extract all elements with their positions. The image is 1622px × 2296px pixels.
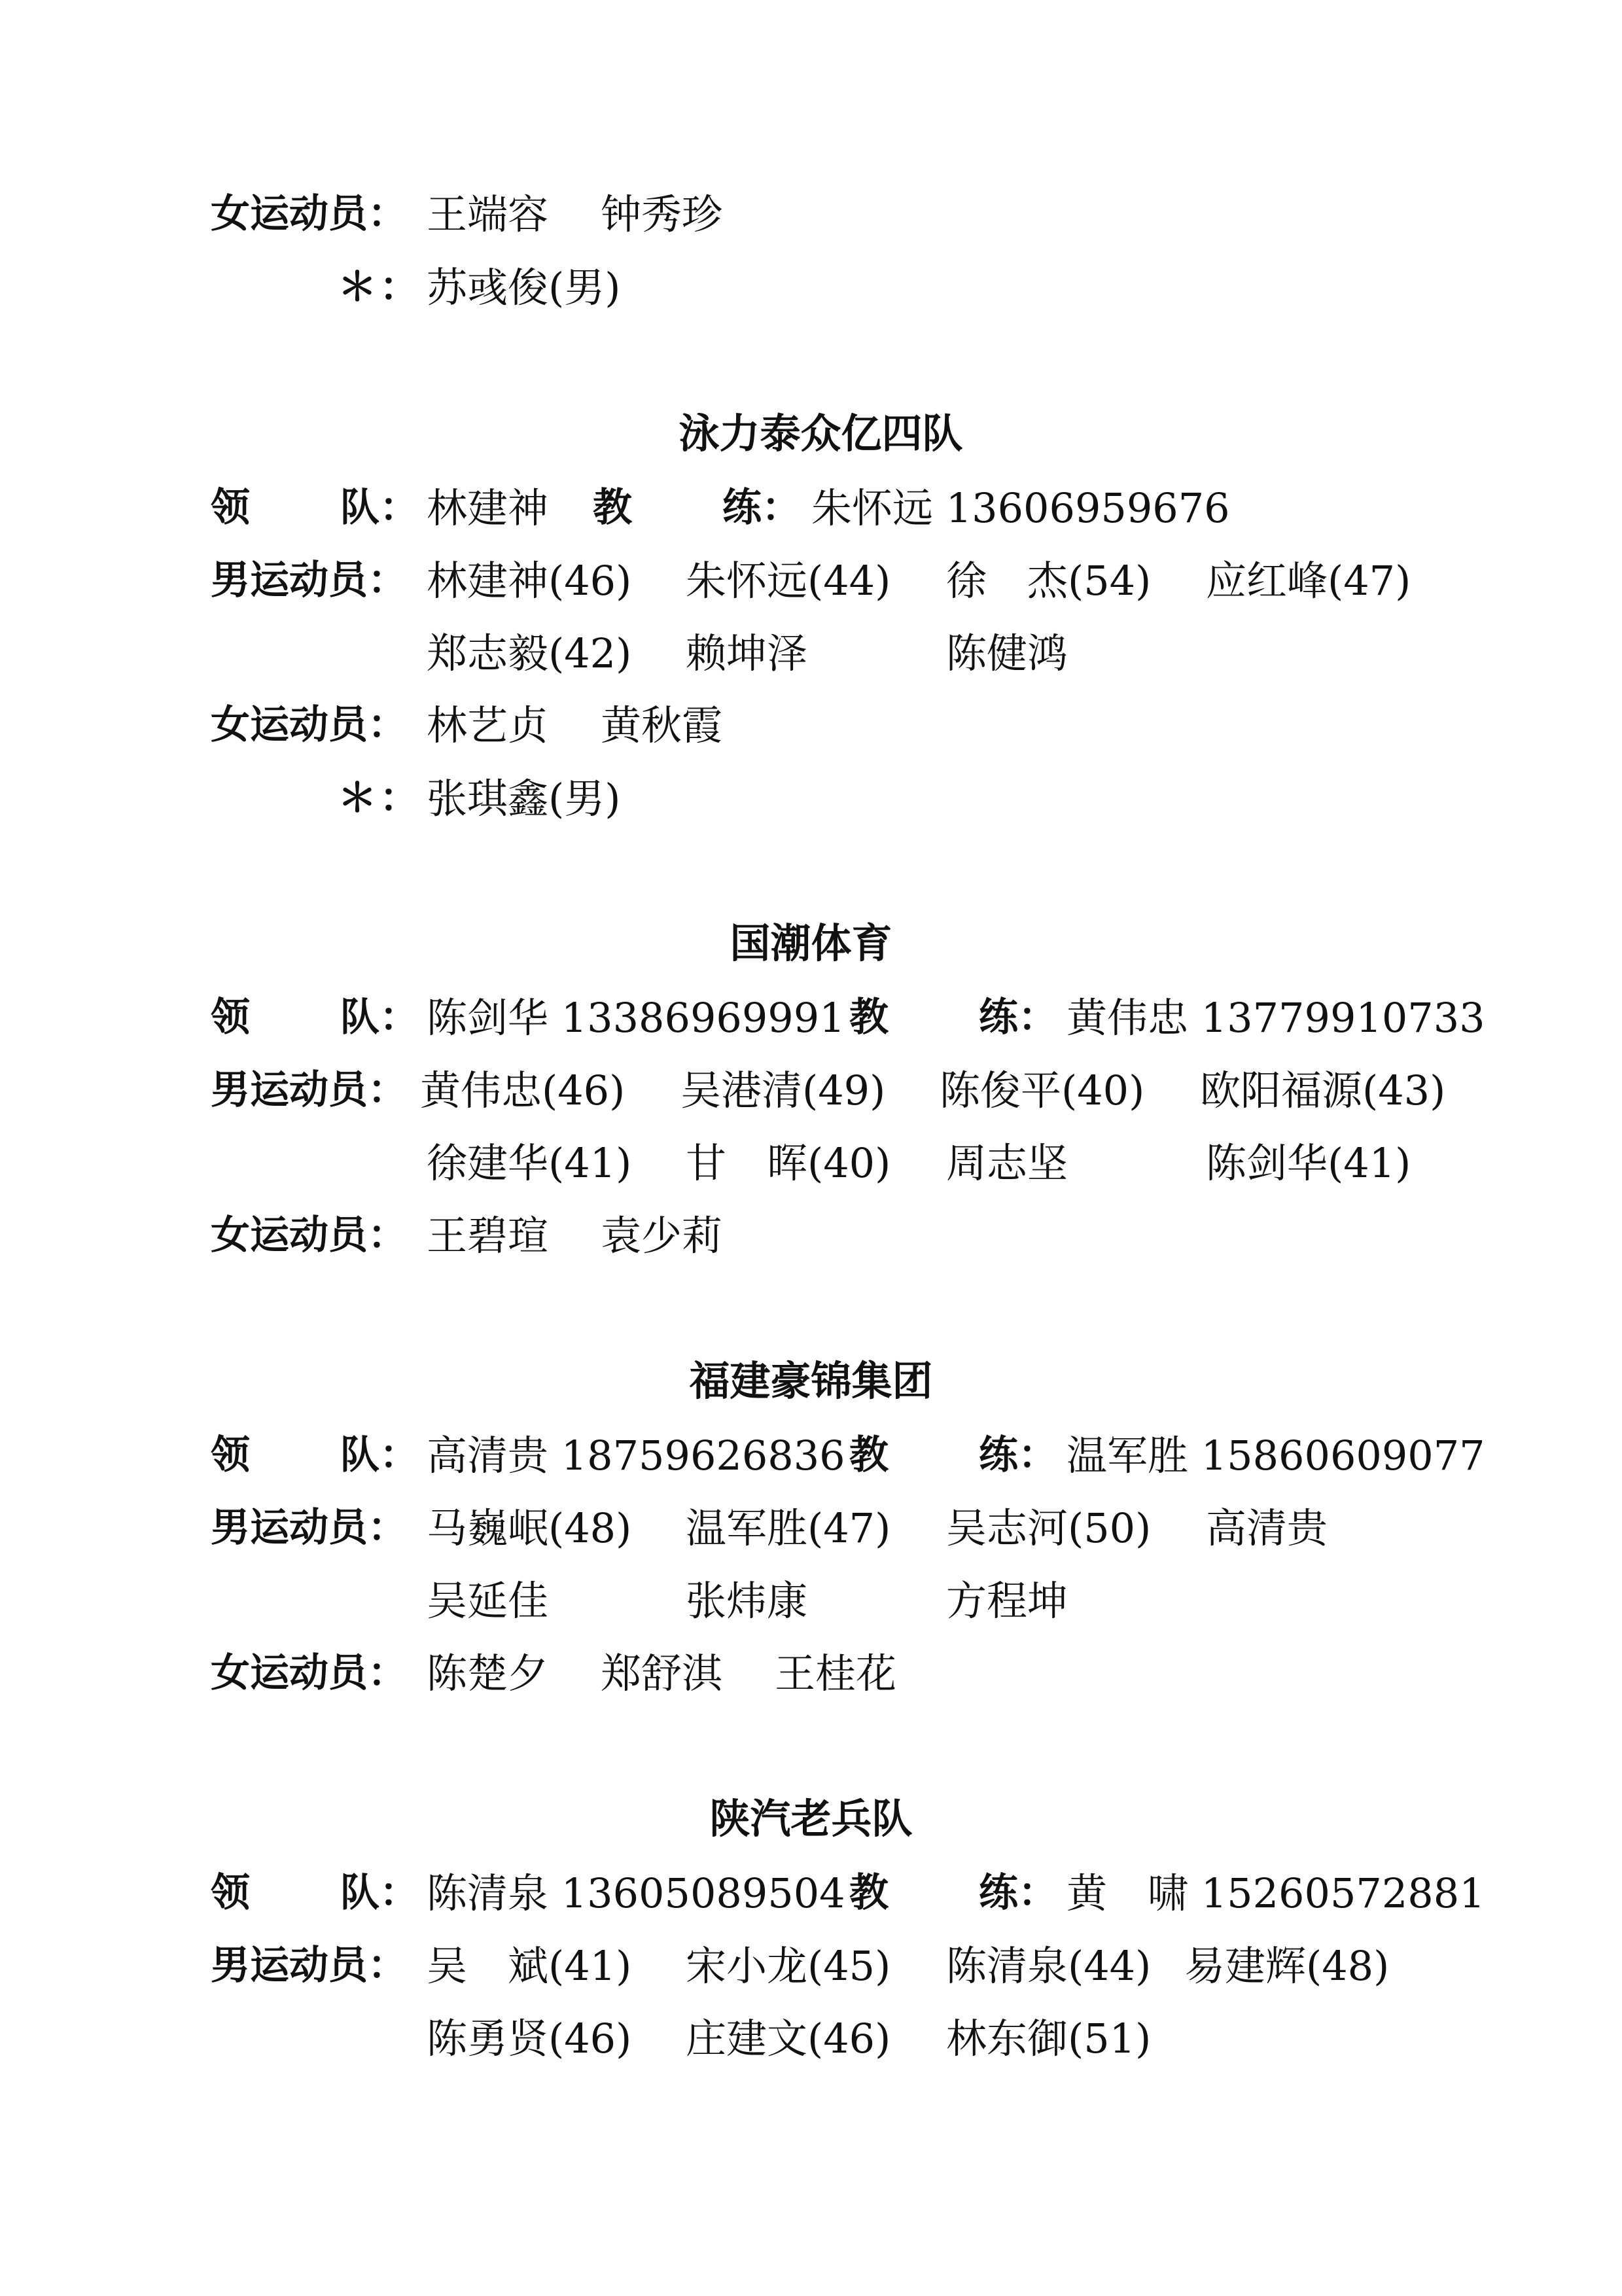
athlete-name: 徐建华(41) (427, 1139, 632, 1187)
athlete-name: 易建辉(48) (1184, 1942, 1390, 1990)
athlete-name: 袁少莉 (601, 1212, 723, 1260)
leader-value: 高清贵 18759626836 (427, 1432, 845, 1479)
leader-label-2: 队： (340, 1870, 419, 1916)
athlete-name: 赖坤泽 (686, 629, 808, 677)
leader-label: 领 (211, 995, 250, 1040)
athlete-name: 张炜康 (686, 1577, 808, 1625)
leader-label-2: 队： (340, 485, 419, 531)
athlete-name: 温军胜(47) (686, 1504, 891, 1552)
coach-label-2: 练： (979, 1432, 1057, 1478)
athlete-name: 马巍岷(48) (427, 1504, 632, 1552)
coach-label-2: 练： (722, 485, 801, 531)
athlete-name: 林建神(46) (427, 557, 632, 605)
athlete-name: 王桂花 (775, 1650, 897, 1697)
leader-value: 林建神 (427, 484, 549, 532)
coach-label: 教 (849, 1432, 889, 1478)
coach-value: 黄 啸 15260572881 (1067, 1869, 1485, 1917)
leader-label-2: 队： (340, 1432, 419, 1478)
athlete-name: 宋小龙(45) (686, 1942, 891, 1990)
coach-label: 教 (849, 1870, 889, 1916)
athlete-name: 欧阳福源(43) (1200, 1067, 1446, 1114)
leader-value: 陈剑华 13386969991 (427, 994, 845, 1042)
coach-value: 黄伟忠 13779910733 (1067, 994, 1485, 1042)
women-label: 女运动员： (211, 191, 407, 237)
men-label: 男运动员： (211, 557, 407, 603)
athlete-name: 陈健鸿 (946, 629, 1068, 677)
athlete-name: 陈楚夕 (427, 1650, 549, 1697)
team-title: 国潮体育 (730, 919, 892, 967)
star-mark: ＊ (338, 264, 377, 310)
leader-label: 领 (211, 1870, 250, 1916)
athlete-name: 林东御(51) (946, 2015, 1152, 2062)
athlete-name: 朱怀远(44) (686, 557, 891, 605)
athlete-name: 应红峰(47) (1206, 557, 1411, 605)
athlete-name: 黄伟忠(46) (420, 1067, 626, 1114)
women-label: 女运动员： (211, 1212, 407, 1258)
athlete-name: 王端容 (427, 190, 549, 238)
athlete-name: 王碧瑄 (427, 1212, 549, 1260)
athlete-name: 高清贵 (1206, 1504, 1328, 1552)
athlete-name: 郑志毅(42) (427, 629, 632, 677)
women-label: 女运动员： (211, 1650, 407, 1696)
athlete-name: 吴 斌(41) (427, 1942, 632, 1990)
leader-label-2: 队： (340, 995, 419, 1040)
athlete-name: 陈俊平(40) (940, 1067, 1145, 1114)
athlete-name: 吴志河(50) (946, 1504, 1152, 1552)
men-label: 男运动员： (211, 1943, 407, 1988)
star-colon: ： (379, 264, 419, 310)
athlete-name: 陈剑华(41) (1206, 1139, 1411, 1187)
star-colon: ： (379, 775, 419, 821)
team-title: 福建豪锦集团 (689, 1357, 933, 1405)
athlete-name: 庄建文(46) (686, 2015, 891, 2062)
coach-label-2: 练： (979, 1870, 1057, 1916)
athlete-name: 徐 杰(54) (946, 557, 1152, 605)
athlete-name: 陈勇贤(46) (427, 2015, 632, 2062)
coach-value: 朱怀远 13606959676 (811, 484, 1230, 532)
star-mark: ＊ (338, 775, 377, 821)
team-title: 陕汽老兵队 (709, 1795, 913, 1843)
athlete-name: 黄秋霞 (601, 701, 723, 749)
leader-label: 领 (211, 485, 250, 531)
men-label: 男运动员： (211, 1067, 407, 1113)
star-athlete: 苏彧俊(男) (427, 264, 621, 311)
athlete-name: 钟秀珍 (601, 190, 723, 238)
star-athlete: 张琪鑫(男) (427, 775, 621, 822)
coach-value: 温军胜 15860609077 (1067, 1432, 1485, 1479)
coach-label: 教 (849, 995, 889, 1040)
coach-label-2: 练： (979, 995, 1057, 1040)
athlete-name: 郑舒淇 (601, 1650, 723, 1697)
athlete-name: 吴延佳 (427, 1577, 549, 1625)
athlete-name: 吴港清(49) (680, 1067, 886, 1114)
athlete-name: 陈清泉(44) (946, 1942, 1152, 1990)
athlete-name: 甘 晖(40) (686, 1139, 891, 1187)
women-label: 女运动员： (211, 702, 407, 748)
leader-value: 陈清泉 13605089504 (427, 1869, 845, 1917)
athlete-name: 林艺贞 (427, 701, 549, 749)
athlete-name: 周志坚 (946, 1139, 1068, 1187)
athlete-name: 方程坤 (946, 1577, 1068, 1625)
team-title: 泳力泰众亿四队 (679, 410, 963, 457)
coach-label: 教 (593, 485, 632, 531)
men-label: 男运动员： (211, 1505, 407, 1551)
leader-label: 领 (211, 1432, 250, 1478)
